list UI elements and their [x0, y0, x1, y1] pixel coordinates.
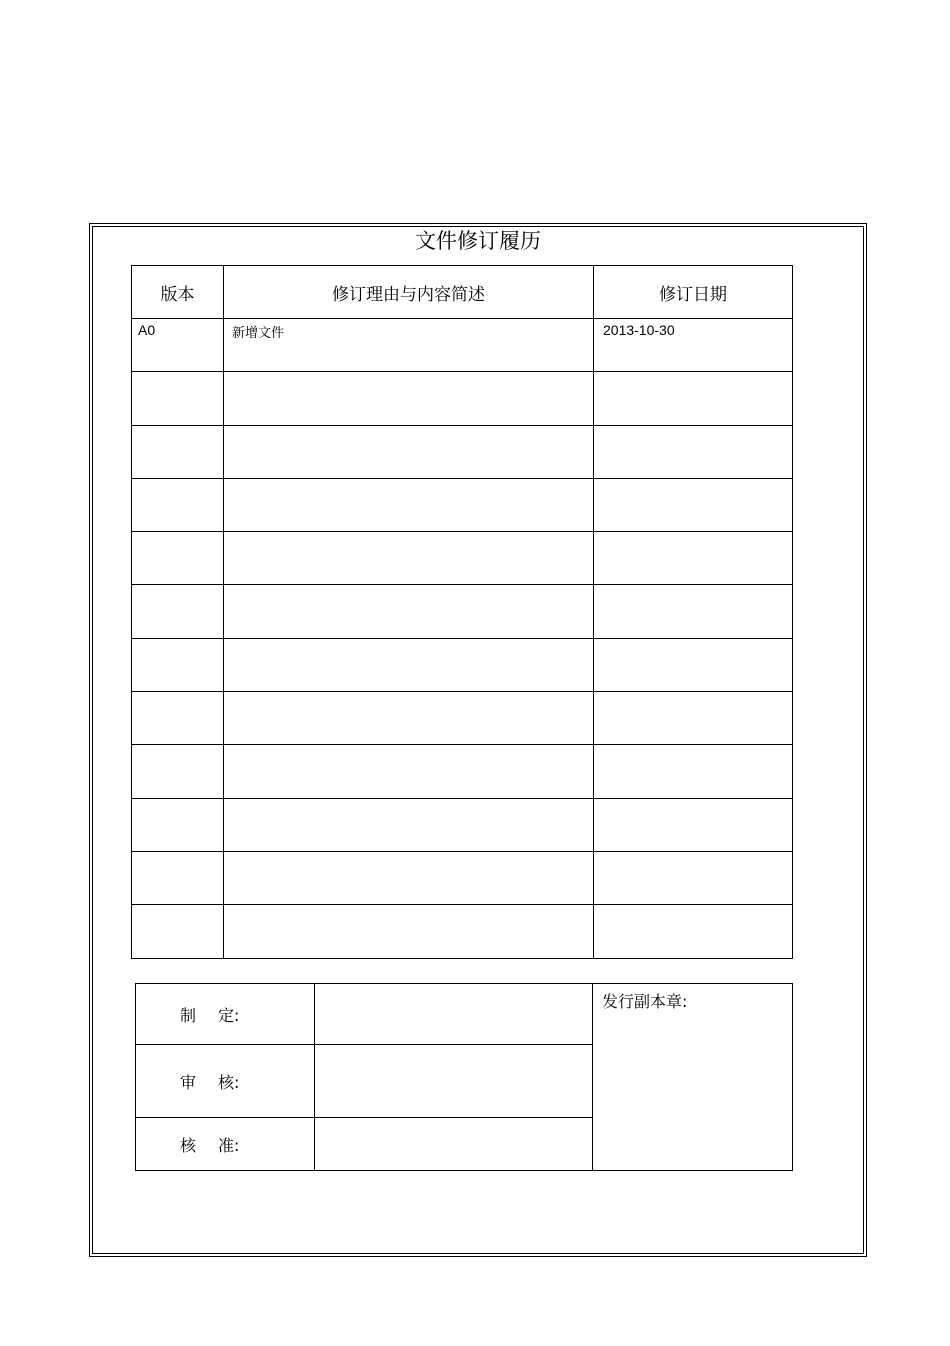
- label-prepared-char2: 定:: [218, 1005, 240, 1025]
- table-row: [132, 372, 793, 425]
- table-row: [132, 478, 793, 531]
- cell-version[interactable]: A0: [132, 319, 224, 372]
- table-row: [132, 425, 793, 478]
- label-approved-char2: 准:: [218, 1135, 240, 1155]
- table-row: [132, 638, 793, 691]
- field-prepared[interactable]: [315, 984, 593, 1045]
- cell-version[interactable]: [132, 532, 224, 585]
- table-row: [132, 319, 793, 372]
- field-reviewed[interactable]: [315, 1045, 593, 1118]
- label-reviewed-char1: 审: [180, 1072, 197, 1092]
- cell-date[interactable]: [594, 798, 793, 851]
- table-row: [132, 745, 793, 798]
- approval-row-prepared: [136, 984, 793, 1045]
- cell-date[interactable]: [594, 532, 793, 585]
- stamp-label: 发行副本章:: [602, 992, 688, 1011]
- cell-version[interactable]: [132, 638, 224, 691]
- issue-copy-stamp-area[interactable]: [593, 984, 793, 1171]
- label-approved-char1: 核: [180, 1135, 197, 1155]
- cell-version[interactable]: [132, 692, 224, 745]
- label-reviewed-char2: 核:: [218, 1072, 240, 1092]
- cell-description[interactable]: 新增文件: [224, 319, 594, 372]
- header-version: 版本: [132, 266, 224, 319]
- cell-description[interactable]: [224, 851, 594, 904]
- cell-date[interactable]: [594, 905, 793, 958]
- cell-version[interactable]: [132, 905, 224, 958]
- cell-description[interactable]: [224, 638, 594, 691]
- cell-version[interactable]: [132, 425, 224, 478]
- header-date: 修订日期: [594, 266, 793, 319]
- cell-date[interactable]: 2013-10-30: [594, 319, 793, 372]
- table-row: [132, 798, 793, 851]
- table-header-row: [132, 266, 793, 319]
- cell-version[interactable]: [132, 478, 224, 531]
- cell-date[interactable]: [594, 638, 793, 691]
- cell-description[interactable]: [224, 585, 594, 638]
- label-prepared-char1: 制: [180, 1005, 197, 1025]
- cell-version[interactable]: [132, 745, 224, 798]
- cell-date[interactable]: [594, 851, 793, 904]
- cell-description[interactable]: [224, 372, 594, 425]
- cell-description[interactable]: [224, 478, 594, 531]
- cell-version[interactable]: [132, 851, 224, 904]
- cell-description[interactable]: [224, 532, 594, 585]
- label-reviewed: [136, 1045, 315, 1118]
- table-row: [132, 905, 793, 958]
- cell-description[interactable]: [224, 692, 594, 745]
- table-row: [132, 692, 793, 745]
- document-title: 文件修订履历: [415, 229, 541, 253]
- cell-description[interactable]: [224, 905, 594, 958]
- cell-description[interactable]: [224, 745, 594, 798]
- label-prepared: [136, 984, 315, 1045]
- field-approved[interactable]: [315, 1118, 593, 1171]
- cell-description[interactable]: [224, 798, 594, 851]
- label-approved: [136, 1118, 315, 1171]
- table-row: [132, 585, 793, 638]
- header-description: 修订理由与内容简述: [224, 266, 594, 319]
- approval-table: [135, 983, 793, 1171]
- cell-date[interactable]: [594, 585, 793, 638]
- cell-date[interactable]: [594, 745, 793, 798]
- cell-description[interactable]: [224, 425, 594, 478]
- cell-version[interactable]: [132, 372, 224, 425]
- cell-version[interactable]: [132, 585, 224, 638]
- table-row: [132, 532, 793, 585]
- cell-date[interactable]: [594, 425, 793, 478]
- cell-date[interactable]: [594, 692, 793, 745]
- cell-version[interactable]: [132, 798, 224, 851]
- cell-date[interactable]: [594, 478, 793, 531]
- cell-date[interactable]: [594, 372, 793, 425]
- revision-history-table: [131, 265, 793, 959]
- table-row: [132, 851, 793, 904]
